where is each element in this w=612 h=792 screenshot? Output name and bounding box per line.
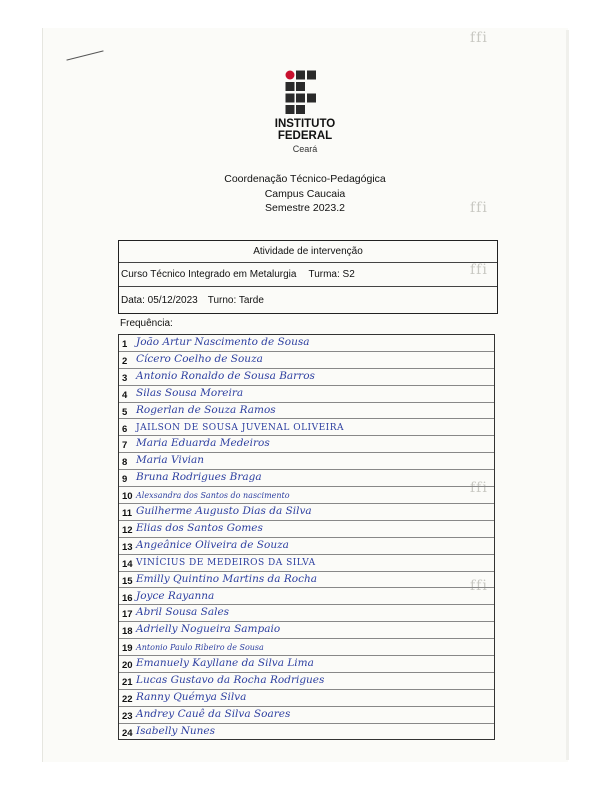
signature: João Artur Nascimento de Sousa	[136, 336, 310, 348]
table-row	[119, 673, 494, 690]
table-row	[119, 622, 494, 639]
signature: Alexsandra dos Santos do nascimento	[136, 491, 290, 501]
attendance-table	[118, 334, 495, 740]
table-row	[119, 436, 494, 453]
signature: Angeânice Oliveira de Souza	[136, 538, 289, 551]
signature: Lucas Gustavo da Rocha Rodrigues	[136, 674, 325, 686]
institute-state: Ceará	[292, 144, 318, 154]
signature: Guilherme Augusto Dias da Silva	[136, 505, 312, 517]
signature: Maria Eduarda Medeiros	[136, 437, 270, 450]
bleed-through-mark: ffi	[470, 262, 488, 278]
row-number: 2	[122, 355, 128, 367]
institute-name	[220, 118, 390, 142]
table-row	[119, 352, 494, 369]
date-row	[119, 287, 497, 314]
signature: JAILSON DE SOUSA JUVENAL OLIVEIRA	[136, 422, 345, 433]
bleed-through-mark: ffi	[470, 30, 488, 46]
bleed-through-mark: ffi	[470, 200, 488, 216]
row-number: 7	[122, 440, 128, 452]
row-number: 9	[122, 474, 128, 486]
table-row	[119, 605, 494, 622]
coordination-title: Coordenação Técnico-Pedagógica	[224, 173, 386, 185]
document-header	[180, 172, 430, 216]
signature: Silas Sousa Moreira	[136, 386, 244, 399]
row-number: 18	[122, 626, 133, 638]
table-row	[119, 656, 494, 673]
page-edge	[566, 30, 569, 760]
table-row	[119, 707, 494, 724]
signature: Bruna Rodrigues Braga	[136, 471, 262, 484]
table-row	[119, 521, 494, 538]
row-number: 5	[122, 406, 128, 418]
table-row	[119, 572, 494, 589]
signature: Adrielly Nogueira Sampaio	[136, 623, 281, 636]
signature: Emanuely Kayllane da Silva Lima	[136, 657, 314, 670]
signature: VINÍCIUS DE MEDEIROS DA SILVA	[136, 557, 316, 568]
row-number: 23	[122, 710, 133, 722]
row-number: 8	[122, 457, 128, 469]
signature: Isabelly Nunes	[136, 724, 216, 737]
row-number: 6	[122, 423, 128, 435]
activity-title: Atividade de intervenção	[119, 241, 497, 263]
table-row	[119, 369, 494, 386]
table-row	[119, 504, 494, 521]
row-number: 24	[122, 727, 133, 739]
table-row	[119, 470, 494, 487]
date-label: Data: 05/12/2023	[121, 295, 198, 306]
signature: Joyce Rayanna	[136, 589, 215, 602]
signature: Elias dos Santos Gomes	[136, 521, 263, 534]
signature: Abril Sousa Sales	[136, 606, 230, 619]
row-number: 12	[122, 524, 133, 536]
row-number: 14	[122, 558, 133, 570]
signature: Antonio Ronaldo de Sousa Barros	[136, 369, 315, 382]
semester: Semestre 2023.2	[265, 202, 345, 214]
table-row	[119, 555, 494, 572]
row-number: 11	[122, 508, 133, 519]
table-row	[119, 403, 494, 420]
table-row	[119, 724, 494, 741]
table-row	[119, 335, 494, 352]
row-number: 1	[122, 339, 128, 350]
attendance-label: Frequência:	[120, 318, 173, 329]
table-row	[119, 589, 494, 606]
institute-name-line-1: INSTITUTO	[274, 118, 336, 130]
row-number: 3	[122, 372, 128, 384]
campus-name: Campus Caucaia	[264, 187, 346, 200]
signature: Ranny Quémya Silva	[136, 690, 247, 703]
institute-logo	[285, 70, 325, 118]
signature: Antonio Paulo Ribeiro de Sousa	[136, 643, 264, 653]
row-number: 20	[122, 660, 133, 672]
row-number: 17	[122, 609, 133, 621]
activity-info-box	[118, 240, 498, 314]
bleed-through-mark: ffi	[470, 480, 488, 496]
table-row	[119, 538, 494, 555]
class-label: Turma: S2	[308, 269, 355, 280]
table-row	[119, 386, 494, 403]
row-number: 15	[122, 575, 133, 587]
row-number: 16	[122, 592, 133, 604]
table-row	[119, 690, 494, 707]
bleed-through-mark: ffi	[470, 578, 488, 594]
signature: Andrey Cauê da Silva Soares	[136, 707, 291, 720]
row-number: 21	[122, 677, 133, 688]
signature: Emilly Quintino Martins da Rocha	[136, 572, 318, 585]
shift-label: Turno: Tarde	[207, 295, 264, 306]
course-row	[119, 263, 497, 287]
table-row	[119, 639, 494, 656]
table-row	[119, 487, 494, 504]
table-row	[119, 420, 494, 437]
row-number: 4	[122, 389, 128, 401]
signature: Rogerlan de Souza Ramos	[136, 403, 276, 416]
row-number: 19	[122, 643, 133, 655]
course-name: Curso Técnico Integrado em Metalurgia	[121, 269, 297, 280]
row-number: 10	[122, 491, 133, 503]
signature: Cícero Coelho de Souza	[136, 352, 263, 365]
row-number: 22	[122, 693, 133, 705]
table-row	[119, 453, 494, 470]
signature: Maria Vivian	[136, 454, 205, 467]
row-number: 13	[122, 541, 133, 553]
institute-name-line-2: FEDERAL	[277, 130, 333, 142]
